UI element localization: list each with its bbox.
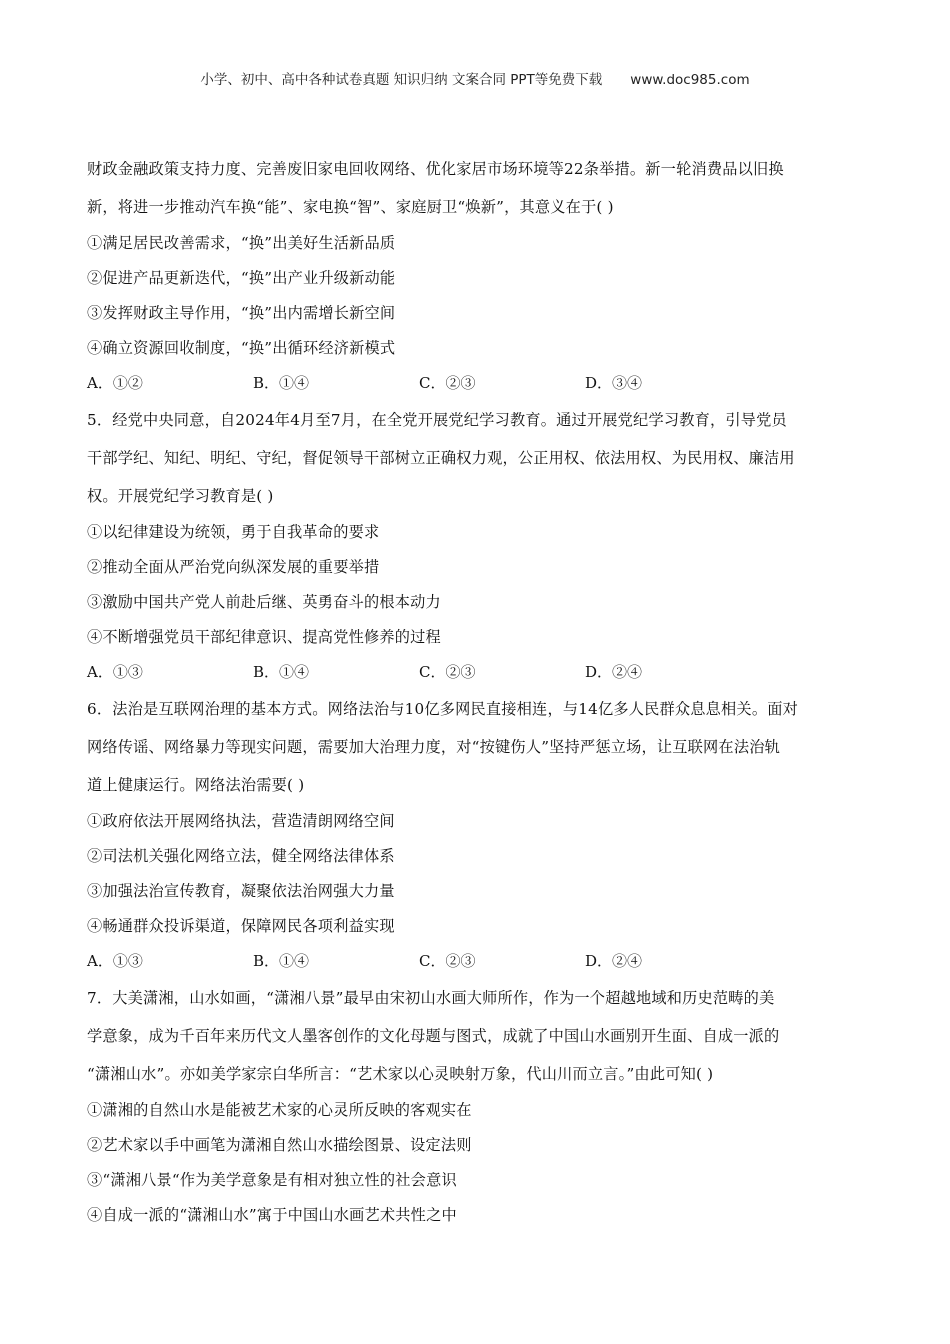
option-line: ①满足居民改善需求，“换”出美好生活新品质 (87, 234, 396, 252)
header-text: 小学、初中、高中各种试卷真题 知识归纳 文案合同 PPT等免费下载 (200, 72, 603, 88)
question-stem-line: 学意象，成为千百年来历代文人墨客创作的文化母题与图式，成就了中国山水画别开生面、自成一派的 (87, 1027, 780, 1045)
option-line: ④畅通群众投诉渠道，保障网民各项利益实现 (87, 917, 395, 935)
option-line: ②推动全面从严治党向纵深发展的重要举措 (87, 558, 380, 576)
option-line: ②艺术家以手中画笔为潇湘自然山水描绘图景、设定法则 (87, 1136, 472, 1154)
option-line: ①政府依法开展网络执法，营造清朗网络空间 (87, 812, 395, 830)
option-line: ④确立资源回收制度，“换”出循环经济新模式 (87, 339, 396, 357)
question-stem-line: 6．法治是互联网治理的基本方式。网络法治与10亿多网民直接相连，与14亿多人民群众息息相关。面对 (87, 700, 798, 718)
page-header (0, 68, 950, 88)
answer-b: B．①④ (253, 663, 310, 681)
answer-c: C．②③ (419, 952, 476, 970)
question-stem-line: “潇湘山水”。亦如美学家宗白华所言：“艺术家以心灵映射万象，代山川而立言。”由此可知( ) (87, 1065, 714, 1083)
question-stem-line: 新，将进一步推动汽车换“能”、家电换“智”、家庭厨卫“焕新”，其意义在于( ) (87, 198, 614, 216)
exam-content (87, 150, 867, 1233)
question-stem-line: 道上健康运行。网络法治需要( ) (87, 776, 305, 794)
answer-d: D．②④ (585, 663, 643, 681)
answer-choices (87, 655, 867, 690)
question-4 (87, 150, 867, 401)
question-stem-line: 5．经党中央同意，自2024年4月至7月，在全党开展党纪学习教育。通过开展党纪学习教育，引导党员 (87, 411, 787, 429)
option-line: ③激励中国共产党人前赴后继、英勇奋斗的根本动力 (87, 593, 441, 611)
question-5 (87, 401, 867, 690)
question-stem-line: 权。开展党纪学习教育是( ) (87, 487, 274, 505)
answer-a: A．①③ (87, 952, 143, 970)
option-line: ③加强法治宣传教育，凝聚依法治网强大力量 (87, 882, 395, 900)
option-line: ①潇湘的自然山水是能被艺术家的心灵所反映的客观实在 (87, 1101, 472, 1119)
header-site: www.doc985.com (630, 72, 750, 88)
option-line: ①以纪律建设为统领，勇于自我革命的要求 (87, 523, 380, 541)
option-line: ③发挥财政主导作用，“换”出内需增长新空间 (87, 304, 396, 322)
question-stem-line: 财政金融政策支持力度、完善废旧家电回收网络、优化家居市场环境等22条举措。新一轮消费品以旧换 (87, 160, 784, 178)
option-line: ②促进产品更新迭代，“换”出产业升级新动能 (87, 269, 396, 287)
answer-a: A．①③ (87, 663, 143, 681)
option-line: ④自成一派的“潇湘山水”寓于中国山水画艺术共性之中 (87, 1206, 457, 1224)
answer-d: D．②④ (585, 952, 643, 970)
option-line: ④不断增强党员干部纪律意识、提高党性修养的过程 (87, 628, 441, 646)
answer-c: C．②③ (419, 663, 476, 681)
answer-c: C．②③ (419, 374, 476, 392)
question-stem-line: 网络传谣、网络暴力等现实问题，需要加大治理力度，对“按键伤人”坚持严惩立场，让互联网在法治轨 (87, 738, 780, 756)
question-stem-line: 7．大美潇湘，山水如画，“潇湘八景”最早由宋初山水画大师所作，作为一个超越地域和历史范畴的美 (87, 989, 775, 1007)
answer-a: A．①② (87, 374, 143, 392)
option-line: ③“潇湘八景“作为美学意象是有相对独立性的社会意识 (87, 1171, 457, 1189)
answer-b: B．①④ (253, 374, 310, 392)
question-6 (87, 690, 867, 979)
answer-b: B．①④ (253, 952, 310, 970)
question-7 (87, 979, 867, 1233)
answer-d: D．③④ (585, 374, 643, 392)
option-line: ②司法机关强化网络立法，健全网络法律体系 (87, 847, 395, 865)
answer-choices (87, 366, 867, 401)
answer-choices (87, 944, 867, 979)
question-stem-line: 干部学纪、知纪、明纪、守纪，督促领导干部树立正确权力观，公正用权、依法用权、为民用权、廉洁用 (87, 449, 795, 467)
